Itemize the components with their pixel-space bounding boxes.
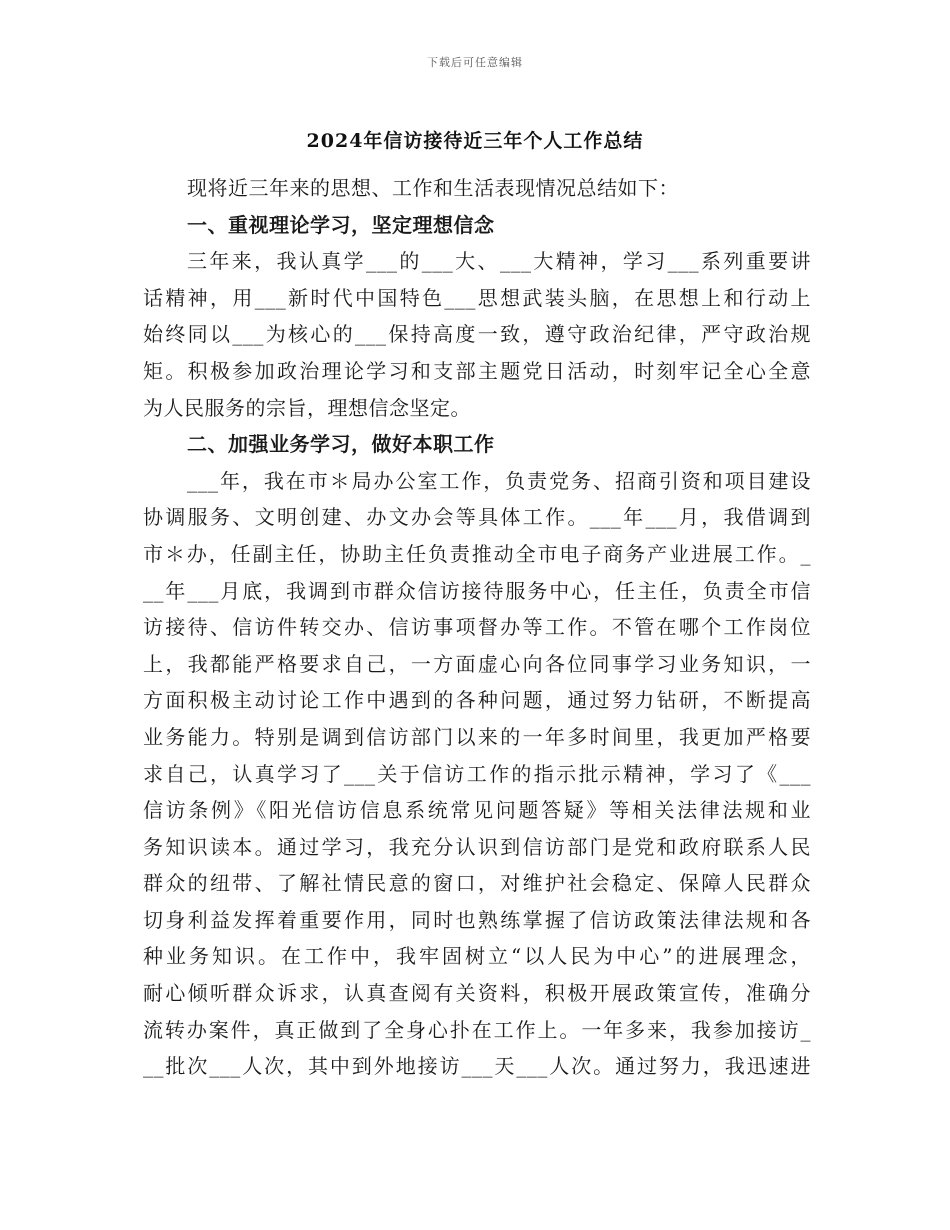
paragraph-line: 切身利益发挥着重要作用，同时也熟练掌握了信访政策法律法规和各 xyxy=(143,907,811,932)
paragraph-line: 求自己，认真学习了___关于信访工作的指示批示精神，学习了《___ xyxy=(143,761,811,786)
paragraph-line: 方面积极主动讨论工作中遇到的各种问题，通过努力钻研，不断提高 xyxy=(143,688,811,713)
document-body xyxy=(143,170,811,1085)
paragraph-line: 业务能力。特别是调到信访部门以来的一年多时间里，我更加严格要 xyxy=(143,724,811,749)
paragraph-line: __年___月底，我调到市群众信访接待服务中心，任主任，负责全市信 xyxy=(143,578,811,603)
paragraph-line: 三年来，我认真学___的___大、___大精神，学习___系列重要讲 xyxy=(187,249,811,274)
paragraph-line: 为人民服务的宗旨，理想信念坚定。 xyxy=(143,395,471,420)
document-title: 2024年信访接待近三年个人工作总结 xyxy=(306,130,644,152)
paragraph-line: 群众的纽带、了解社情民意的窗口，对维护社会稳定、保障人民群众 xyxy=(143,871,811,896)
section-heading-1: 一、重视理论学习，坚定理想信念 xyxy=(187,212,495,237)
paragraph-line: 耐心倾听群众诉求，认真查阅有关资料，积极开展政策宣传，准确分 xyxy=(143,981,811,1006)
paragraph-line: __批次___人次，其中到外地接访___天___人次。通过努力，我迅速进 xyxy=(143,1054,811,1079)
paragraph-line: 始终同以___为核心的___保持高度一致，遵守政治纪律，严守政治规 xyxy=(143,322,811,347)
section-heading-2: 二、加强业务学习，做好本职工作 xyxy=(187,432,495,457)
paragraph-line: 协调服务、文明创建、办文办会等具体工作。___年___月，我借调到 xyxy=(143,505,811,530)
paragraph-line: ___年，我在市＊局办公室工作，负责党务、招商引资和项目建设 xyxy=(187,468,811,493)
paragraph-line: 市＊办，任副主任，协助主任负责推动全市电子商务产业进展工作。_ xyxy=(143,541,811,566)
paragraph-line: 种业务知识。在工作中，我牢固树立“以人民为中心”的进展理念， xyxy=(143,944,811,969)
paragraph-line: 矩。积极参加政治理论学习和支部主题党日活动，时刻牢记全心全意 xyxy=(143,358,811,383)
paragraph-line: 上，我都能严格要求自己，一方面虚心向各位同事学习业务知识，一 xyxy=(143,651,811,676)
intro-line: 现将近三年来的思想、工作和生活表现情况总结如下： xyxy=(187,176,679,200)
paragraph-line: 流转办案件，真正做到了全身心扑在工作上。一年多来，我参加接访_ xyxy=(143,1017,811,1042)
header-note: 下载后可任意编辑 xyxy=(427,56,523,69)
paragraph-line: 访接待、信访件转交办、信访事项督办等工作。不管在哪个工作岗位 xyxy=(143,615,811,640)
paragraph-line: 务知识读本。通过学习，我充分认识到信访部门是党和政府联系人民 xyxy=(143,834,811,859)
paragraph-line: 话精神，用___新时代中国特色___思想武装头脑，在思想上和行动上 xyxy=(143,285,811,310)
paragraph-line: 信访条例》《阳光信访信息系统常见问题答疑》等相关法律法规和业 xyxy=(143,798,811,823)
